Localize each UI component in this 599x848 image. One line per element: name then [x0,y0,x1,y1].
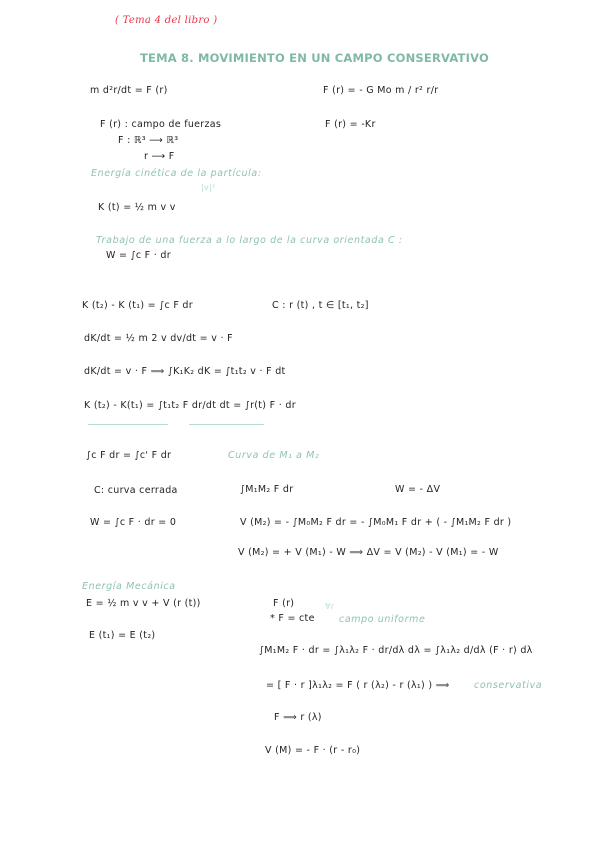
equation-work: W = ∫c F · dr [106,250,171,261]
divider-left [88,424,168,425]
mapping-r-to-f: r ⟶ F [144,151,175,162]
equation-evaluated-integral: = [ F · r ]λ₁λ₂ = F ( r (λ₂) - r (λ₁) ) ⟹ [266,680,450,691]
label-conservative: conservativa [474,680,543,691]
equation-dk-integral: dK/dt = v · F ⟹ ∫K₁K₂ dK = ∫t₁t₂ v · F dt [84,366,286,377]
equation-path-independence: ∫c F dr = ∫c' F dr [86,450,172,461]
equation-elastic-force: F (r) = -Kr [325,119,376,130]
equation-gravitational-force: F (r) = - G Mo m / r² r/r [323,85,439,96]
curve-parametrization: C : r (t) , t ∈ [t₁, t₂] [272,300,369,311]
equation-parametric-integral: ∫M₁M₂ F · dr = ∫λ₁λ₂ F · dr/dλ dλ = ∫λ₁λ₂ d/dλ (F · r) dλ [259,645,533,656]
equation-closed-work: W = ∫c F · dr = 0 [90,517,177,528]
label-uniform-field: campo uniforme [339,614,426,625]
label-force-field: F (r) [273,598,295,609]
equation-mechanical-energy: E = ½ m v v + V (r (t)) [86,598,201,609]
equation-work-potential: W = - ΔV [395,484,441,495]
equation-constant-force: * F = cte [270,613,315,624]
heading-mechanical-energy: Energía Mecánica [82,581,176,592]
mapping-r3: F : ℝ³ ⟶ ℝ³ [118,135,179,146]
equation-force-to-path: F ⟹ r (λ) [274,712,322,723]
label-closed-curve: C: curva cerrada [94,485,178,496]
label-curve-m1-m2: Curva de M₁ a M₂ [228,450,320,461]
page-title: TEMA 8. MOVIMIENTO EN UN CAMPO CONSERVATIVO [140,51,489,65]
equation-work-energy: K (t₂) - K (t₁) = ∫c F dr [82,300,193,311]
equation-energy-conservation: E (t₁) = E (t₂) [89,630,156,641]
equation-kinetic-energy: K (t) = ½ m v v [98,202,176,213]
heading-kinetic-energy: Energía cinética de la partícula: [91,168,262,179]
annotation-for-all-r: ∀r [325,602,335,611]
equation-potential-definition: V (M₂) = - ∫M₀M₂ F dr = - ∫M₀M₁ F dr + ( - ∫M₁M₂ F dr ) [240,517,512,528]
page-header-note: ( Tema 4 del libro ) [115,15,218,26]
force-field-label: F (r) : campo de fuerzas [100,119,222,130]
equation-potential-difference: V (M₂) = + V (M₁) - W ⟹ ΔV = V (M₂) - V (M₁) = - W [238,547,499,558]
equation-newton-law: m d²r/dt = F (r) [90,85,168,96]
equation-kinetic-difference: K (t₂) - K(t₁) = ∫t₁t₂ F dr/dt dt = ∫r(t) F · dr [84,400,296,411]
equation-integral-m1-m2: ∫M₁M₂ F dr [240,484,294,495]
equation-uniform-potential: V (M) = - F · (r - r₀) [265,745,361,756]
equation-dk-dt: dK/dt = ½ m 2 v dv/dt = v · F [84,333,233,344]
heading-work: Trabajo de una fuerza a lo largo de la curva orientada C : [96,235,403,246]
annotation-velocity-squared: |v|² [201,183,216,192]
divider-right [189,424,264,425]
